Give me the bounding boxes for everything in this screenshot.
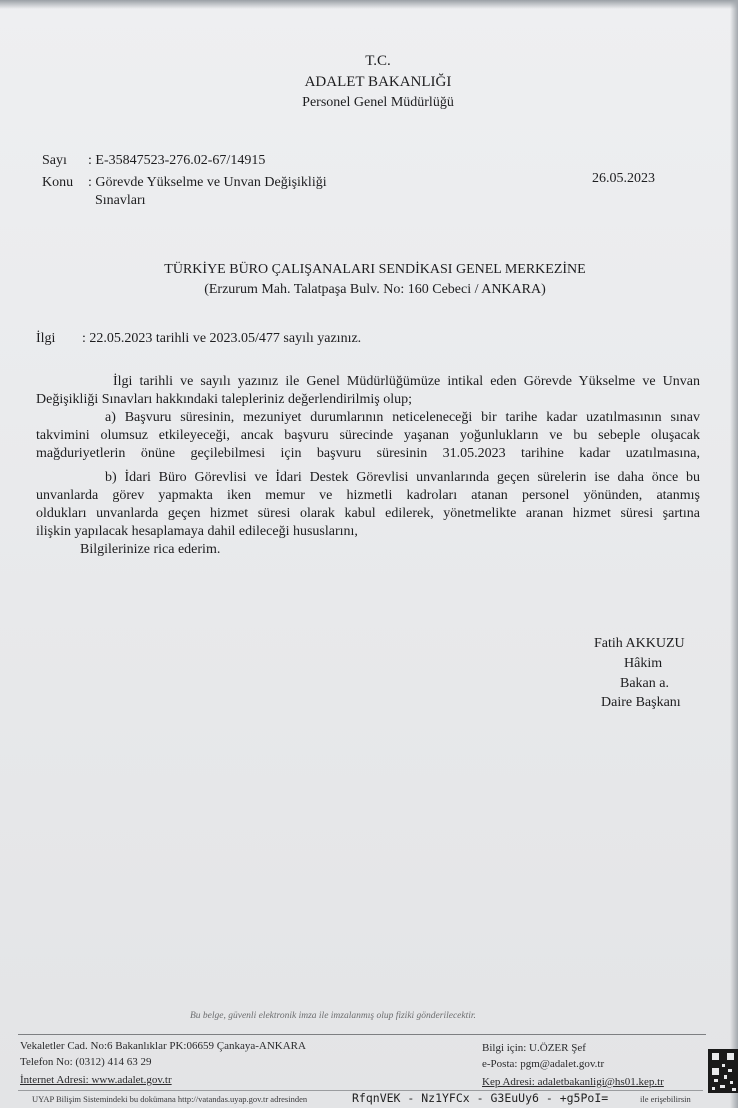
footer-address: Vekaletler Cad. No:6 Bakanlıklar PK:06659 Çankaya-ANKARA xyxy=(20,1040,306,1052)
footer-divider xyxy=(18,1034,706,1035)
item-a-line2: takvimini olumsuz etkileyeceği, ancak başvuru sürecinde yaşanan yoğunlukların ve bu sebeple oluşacak xyxy=(36,428,700,443)
item-b-line3: oldukları unvanlarda geçen hizmet süresi olarak kabul edilerek, yönetmelikte aranan hizmet süresi şartına xyxy=(36,506,700,521)
signer-title: Hâkim xyxy=(624,656,663,671)
signer-capacity: Bakan a. xyxy=(620,676,669,691)
sayi-value: : E-35847523-276.02-67/14915 xyxy=(88,153,266,168)
konu-value-cont: Sınavları xyxy=(95,193,146,208)
footer-website[interactable]: İnternet Adresi: www.adalet.gov.tr xyxy=(20,1074,172,1086)
header-tc: T.C. xyxy=(365,53,391,69)
addressee-address: (Erzurum Mah. Talatpaşa Bulv. No: 160 Cebeci / ANKARA) xyxy=(204,282,546,297)
signer-department: Daire Başkanı xyxy=(601,695,681,710)
qr-code-icon xyxy=(708,1049,738,1093)
page-shadow-top xyxy=(0,0,738,9)
ilgi-value: : 22.05.2023 tarihli ve 2023.05/477 sayılı yazınız. xyxy=(82,331,362,346)
header-directorate: Personel Genel Müdürlüğü xyxy=(302,95,454,110)
item-b-line4: ilişkin yapılacak hesaplamaya dahil edileceği hususlarını, xyxy=(36,524,358,539)
signer-name: Fatih AKKUZU xyxy=(594,636,685,651)
header-ministry: ADALET BAKANLIĞI xyxy=(304,74,452,90)
page-shadow-right xyxy=(730,0,738,1108)
footer-email[interactable]: e-Posta: pgm@adalet.gov.tr xyxy=(482,1058,605,1070)
konu-label: Konu xyxy=(42,175,74,190)
uyap-access-text: UYAP Bilişim Sistemindeki bu dokümana http://vatandas.uyap.gov.tr adresinden xyxy=(32,1094,308,1104)
item-b-line2: unvanlarda görev yapmakta iken memur ve hizmetli kadroları atanan personel yönünden, atanmış xyxy=(36,488,700,503)
footer-phone: Telefon No: (0312) 414 63 29 xyxy=(20,1056,152,1068)
item-b-line1: b) İdari Büro Görevlisi ve İdari Destek Görevlisi unvanlarında geçen sürelerin ise daha önce bu xyxy=(105,470,700,485)
konu-value: : Görevde Yükselme ve Unvan Değişikliği xyxy=(88,175,327,190)
footer-kep-address[interactable]: Kep Adresi: adaletbakanligi@hs01.kep.tr xyxy=(482,1076,664,1088)
document-date: 26.05.2023 xyxy=(592,171,655,186)
e-signature-notice: Bu belge, güvenli elektronik imza ile imzalanmış olup fiziki gönderilecektir. xyxy=(190,1011,476,1021)
body-p1-line2: Değişikliği Sınavları hakkındaki talepleriniz değerlendirilmiş olup; xyxy=(36,392,412,407)
sayi-label: Sayı xyxy=(42,153,67,168)
body-p1-line1: İlgi tarihli ve sayılı yazınız ile Genel Müdürlüğümüze intikal eden Görevde Yükselme ve Unvan xyxy=(113,374,700,389)
addressee-name: TÜRKİYE BÜRO ÇALIŞANALARI SENDİKASI GENEL MERKEZİNE xyxy=(164,262,586,277)
ilgi-label: İlgi xyxy=(36,331,56,346)
closing-line: Bilgilerinize rica ederim. xyxy=(80,542,221,557)
uyap-access-suffix: ile erişebilirsin xyxy=(640,1094,691,1104)
item-a-line1: a) Başvuru süresinin, mezuniyet durumlarının neticeleneceği bir tarihe kadar uzatılmasının sınav xyxy=(105,410,700,425)
item-a-line3: mağduriyetlerin önüne geçilebilmesi için başvuru süresinin 31.05.2023 tarihine kadar uzatılmasına, xyxy=(36,446,700,461)
uyap-access-code: RfqnVEK - Nz1YFCx - G3EuUy6 - +g5PoI= xyxy=(352,1091,609,1105)
footer-contact-person: Bilgi için: U.ÖZER Şef xyxy=(482,1042,586,1054)
